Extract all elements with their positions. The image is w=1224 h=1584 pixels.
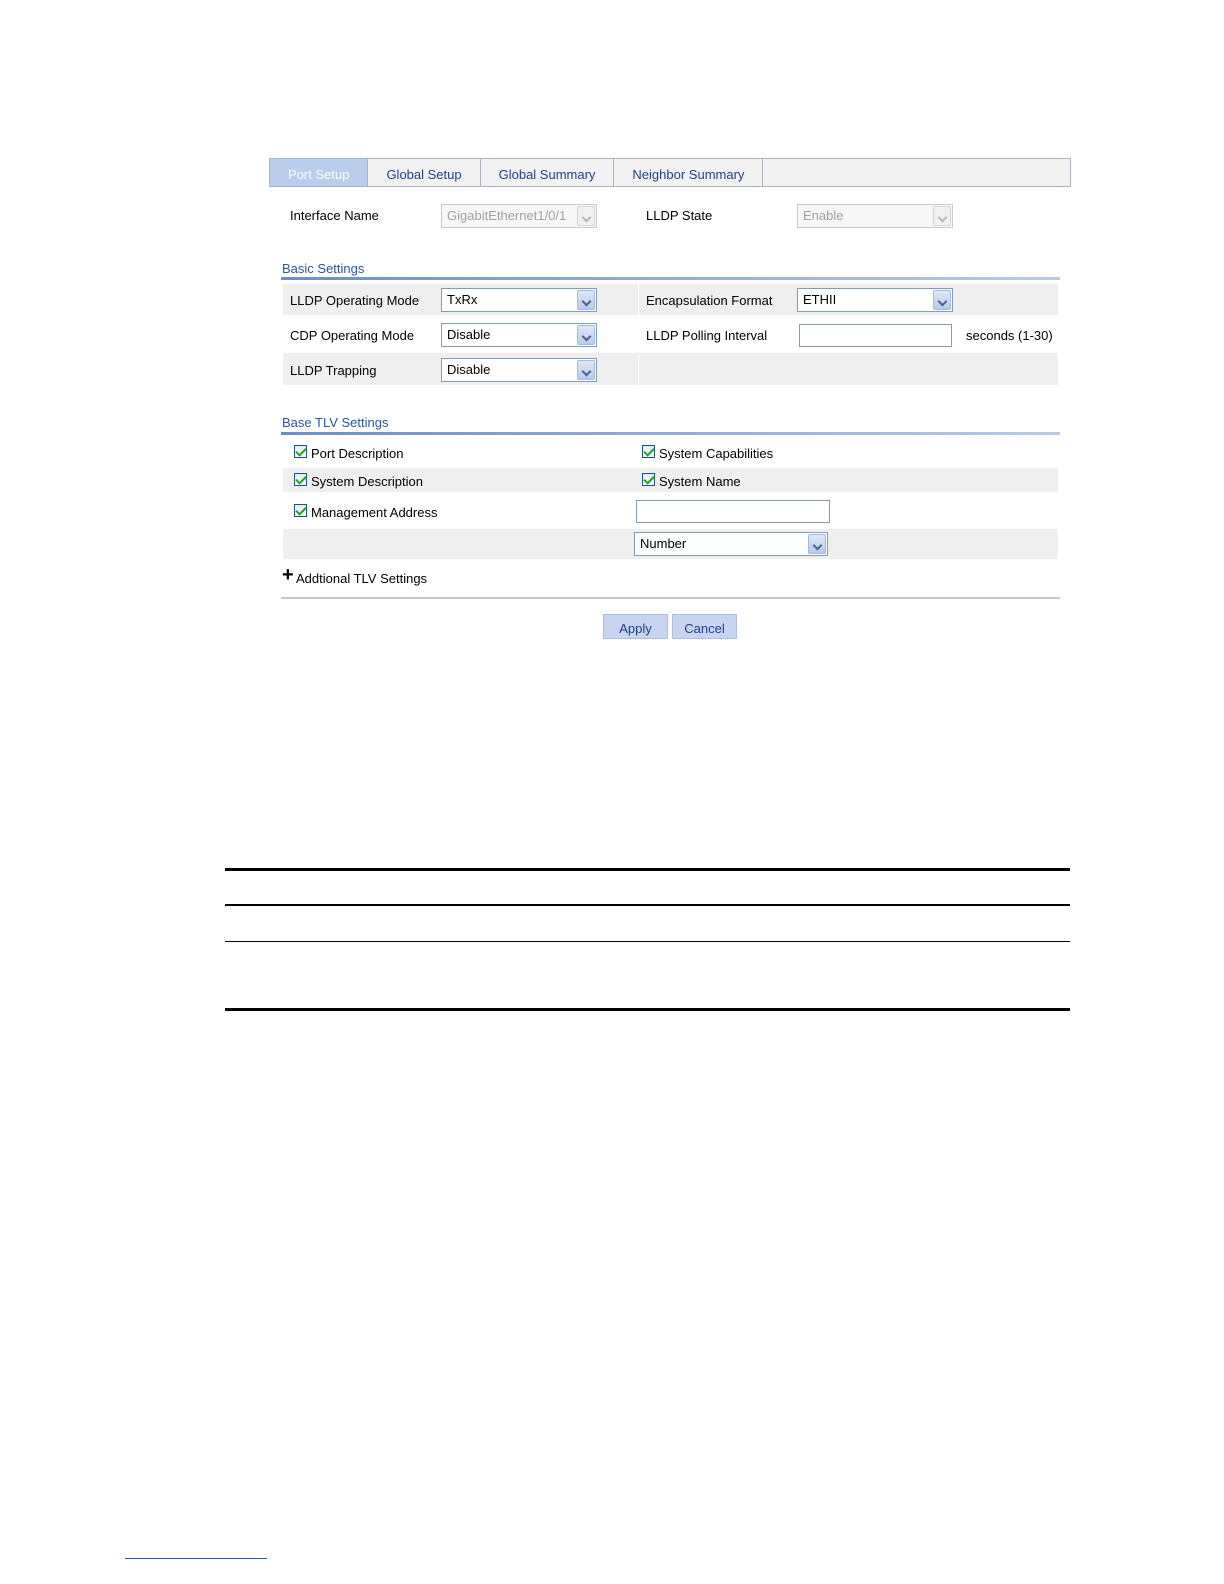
encapsulation-format-select[interactable] — [797, 288, 953, 312]
chevron-down-icon — [577, 206, 595, 226]
cdp-operating-mode-select[interactable] — [441, 323, 597, 347]
lldp-polling-interval-input[interactable] — [799, 324, 952, 347]
cancel-button[interactable]: Cancel — [672, 614, 737, 639]
lldp-state-select — [797, 204, 953, 228]
lldp-trapping-value: Disable — [447, 362, 491, 377]
port-description-checkbox[interactable] — [294, 445, 307, 458]
port-description-label: Port Description — [311, 446, 404, 461]
management-address-label: Management Address — [311, 505, 438, 520]
lldp-trapping-select[interactable] — [441, 358, 597, 382]
apply-button[interactable]: Apply — [603, 614, 668, 639]
lldp-operating-mode-label: LLDP Operating Mode — [290, 293, 420, 308]
system-capabilities-label: System Capabilities — [659, 446, 774, 461]
lldp-state-label: LLDP State — [646, 208, 713, 223]
base-tlv-settings-title: Base TLV Settings — [282, 415, 389, 430]
management-address-checkbox[interactable] — [294, 504, 307, 517]
additional-tlv-settings-link[interactable]: Addtional TLV Settings — [296, 571, 428, 586]
chevron-down-icon — [933, 206, 951, 226]
system-description-label: System Description — [311, 474, 423, 489]
chevron-down-icon — [933, 290, 951, 310]
row-background — [639, 353, 1058, 385]
lldp-operating-mode-select[interactable] — [441, 288, 597, 312]
system-name-checkbox[interactable] — [642, 473, 655, 486]
chevron-down-icon — [808, 534, 826, 554]
address-type-value: Number — [640, 536, 687, 551]
system-description-checkbox[interactable] — [294, 473, 307, 486]
system-name-label: System Name — [659, 474, 741, 489]
encapsulation-format-value: ETHII — [803, 292, 837, 307]
management-address-input[interactable] — [636, 500, 830, 523]
expand-plus-icon[interactable]: + — [282, 564, 294, 586]
tab-neighbor-summary[interactable]: Neighbor Summary — [614, 159, 763, 186]
tab-global-setup[interactable]: Global Setup — [368, 159, 480, 186]
table-bottom-rule — [225, 1008, 1070, 1011]
footnote-separator — [125, 1558, 267, 1559]
lldp-operating-mode-value: TxRx — [447, 292, 478, 307]
lldp-trapping-label: LLDP Trapping — [290, 363, 377, 378]
chevron-down-icon — [577, 325, 595, 345]
interface-name-label: Interface Name — [290, 208, 379, 223]
system-capabilities-checkbox[interactable] — [642, 445, 655, 458]
lldp-state-value: Enable — [803, 208, 844, 223]
interface-name-select — [441, 204, 597, 228]
tab-global-summary[interactable]: Global Summary — [481, 159, 615, 186]
tab-port-setup[interactable]: Port Setup — [270, 159, 368, 186]
encapsulation-format-label: Encapsulation Format — [646, 293, 773, 308]
basic-settings-title: Basic Settings — [282, 261, 365, 276]
section-divider — [281, 277, 1060, 280]
cdp-operating-mode-value: Disable — [447, 327, 491, 342]
table-row-rule — [225, 941, 1070, 942]
chevron-down-icon — [577, 290, 595, 310]
lldp-polling-interval-label: LLDP Polling Interval — [646, 328, 768, 343]
table-header-rule — [225, 904, 1070, 906]
interface-name-value: GigabitEthernet1/0/1 — [447, 208, 567, 223]
address-type-select[interactable] — [634, 532, 828, 556]
section-divider — [281, 432, 1060, 435]
polling-interval-hint: seconds (1-30) — [966, 328, 1053, 343]
tab-bar — [269, 158, 1071, 187]
table-top-rule — [225, 868, 1070, 871]
form-divider — [281, 597, 1060, 599]
chevron-down-icon — [577, 360, 595, 380]
cdp-operating-mode-label: CDP Operating Mode — [290, 328, 415, 343]
